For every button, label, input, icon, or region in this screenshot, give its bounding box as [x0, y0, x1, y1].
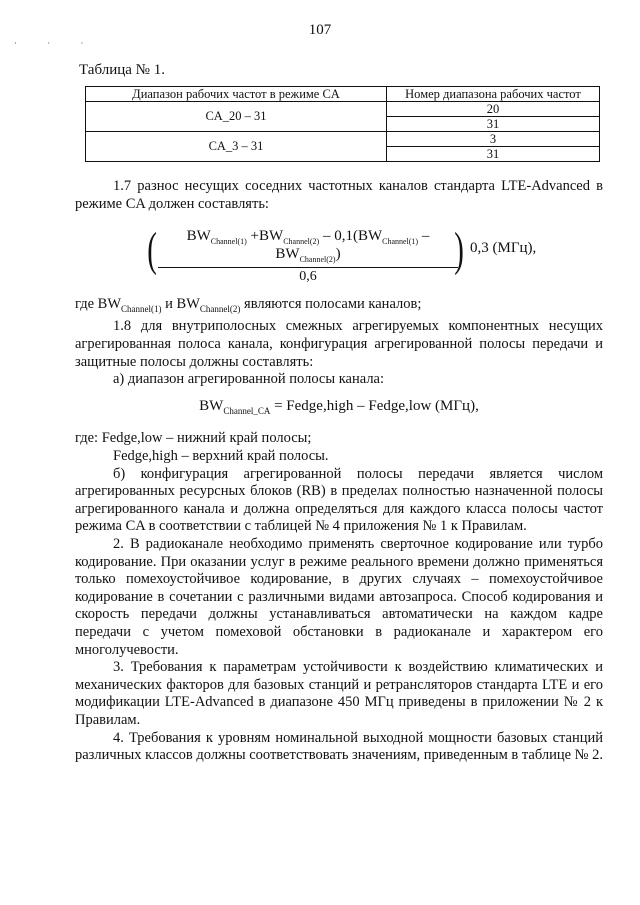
- right-paren: ): [454, 223, 464, 276]
- table-caption: Таблица № 1.: [79, 62, 165, 78]
- paragraph-4: 4. Требования к уровням номинальной выходной мощности базовых станций различных классов должны соответствовать значениям, приведенным в таблице № 2.: [75, 729, 603, 764]
- page-number: 107: [308, 22, 332, 38]
- formula-rhs: 0,3 (МГц),: [470, 240, 537, 256]
- margin-marks: · · ·: [14, 38, 98, 48]
- table-header-cell: Номер диапазона рабочих частот: [387, 87, 600, 102]
- numerator: $BW_{Channel(1)} +BW_{Channel(2)} - 0,1(BW_{Channel(1)}$ $-BW_{Channel(2)}$): [186, 228, 430, 264]
- fraction: [158, 226, 458, 285]
- paragraph-1-7: [75, 178, 603, 213]
- table-cell-band: 20: [387, 102, 600, 117]
- where-channels: где $BW_{Channel(1)}$ и $BW_{Channel(2)}$ являются полосами каналов;: [75, 296, 422, 314]
- where-fedge-low: где: Fedge,low – нижний край полосы;: [75, 430, 312, 447]
- paragraph-2: 2. В радиоканале необходимо применять сверточное кодирование или турбо кодирование. При оказании услуг в режиме реального времени должно применяться только помехоустойчивое кодирование, в других случаях – помехоустойчивое кодирование в сочетании с различными видами автозапроса. Способ кодирования и скорость передачи должны устанавливаться автоматически на каждом кадре передачи с учетом помеховой обстановки в радиоканале и характером его многолучевости.: [75, 536, 603, 658]
- denominator: 0,6: [299, 269, 317, 284]
- table-header-cell: Диапазон рабочих частот в режиме CA: [86, 87, 387, 102]
- paragraph-3: 3. Требования к параметрам устойчивости к воздействию климатических и механических факторов для базовых станций и ретрансляторов стандарта LTE и его модификации LTE-Advanced в диапазоне 450 МГц приведены в приложении № 2 к Правилам.: [75, 659, 603, 728]
- carrier-spacing-formula: [147, 223, 568, 284]
- body-text: [75, 296, 603, 765]
- left-paren: (: [147, 223, 157, 276]
- table-cell-range: CA_3 – 31: [86, 132, 387, 162]
- table-cell-band: 31: [387, 147, 600, 162]
- where-fedge-high: Fedge,high – верхний край полосы.: [113, 448, 329, 465]
- bw-channel-ca-formula: $BW_{Channel\_CA}$ = Fedge,high – Fedge,low (МГц),: [199, 397, 479, 416]
- table-cell-band: 31: [387, 117, 600, 132]
- table-header-row: [86, 87, 600, 102]
- paragraph-1-8-a: а) диапазон агрегированной полосы канала:: [113, 371, 385, 388]
- table-row: [86, 132, 600, 147]
- paragraph-1-8: 1.8 для внутриполосных смежных агрегируемых компонентных несущих агрегированная полоса канала, конфигурация агрегированной полосы передачи и защитные полосы должны составлять:: [75, 318, 603, 370]
- table-row: [86, 102, 600, 117]
- paragraph-text: 1.7 разнос несущих соседних частотных каналов стандарта LTE-Advanced в режиме CA должен составлять:: [75, 178, 603, 212]
- fraction-line: [158, 267, 458, 268]
- table-cell-band: 3: [387, 132, 600, 147]
- table-cell-range: CA_20 – 31: [86, 102, 387, 132]
- ca-bands-table: [85, 86, 600, 162]
- paragraph-1-8-b: б) конфигурация агрегированной полосы передачи является числом агрегированных ресурсных блоков (RB) в пределах полностью назначенной полосы агрегированного канала и должна определяться для каждого класса полосы частот режима CA в соответствии с таблицей № 4 приложения № 1 к Правилам.: [75, 465, 603, 535]
